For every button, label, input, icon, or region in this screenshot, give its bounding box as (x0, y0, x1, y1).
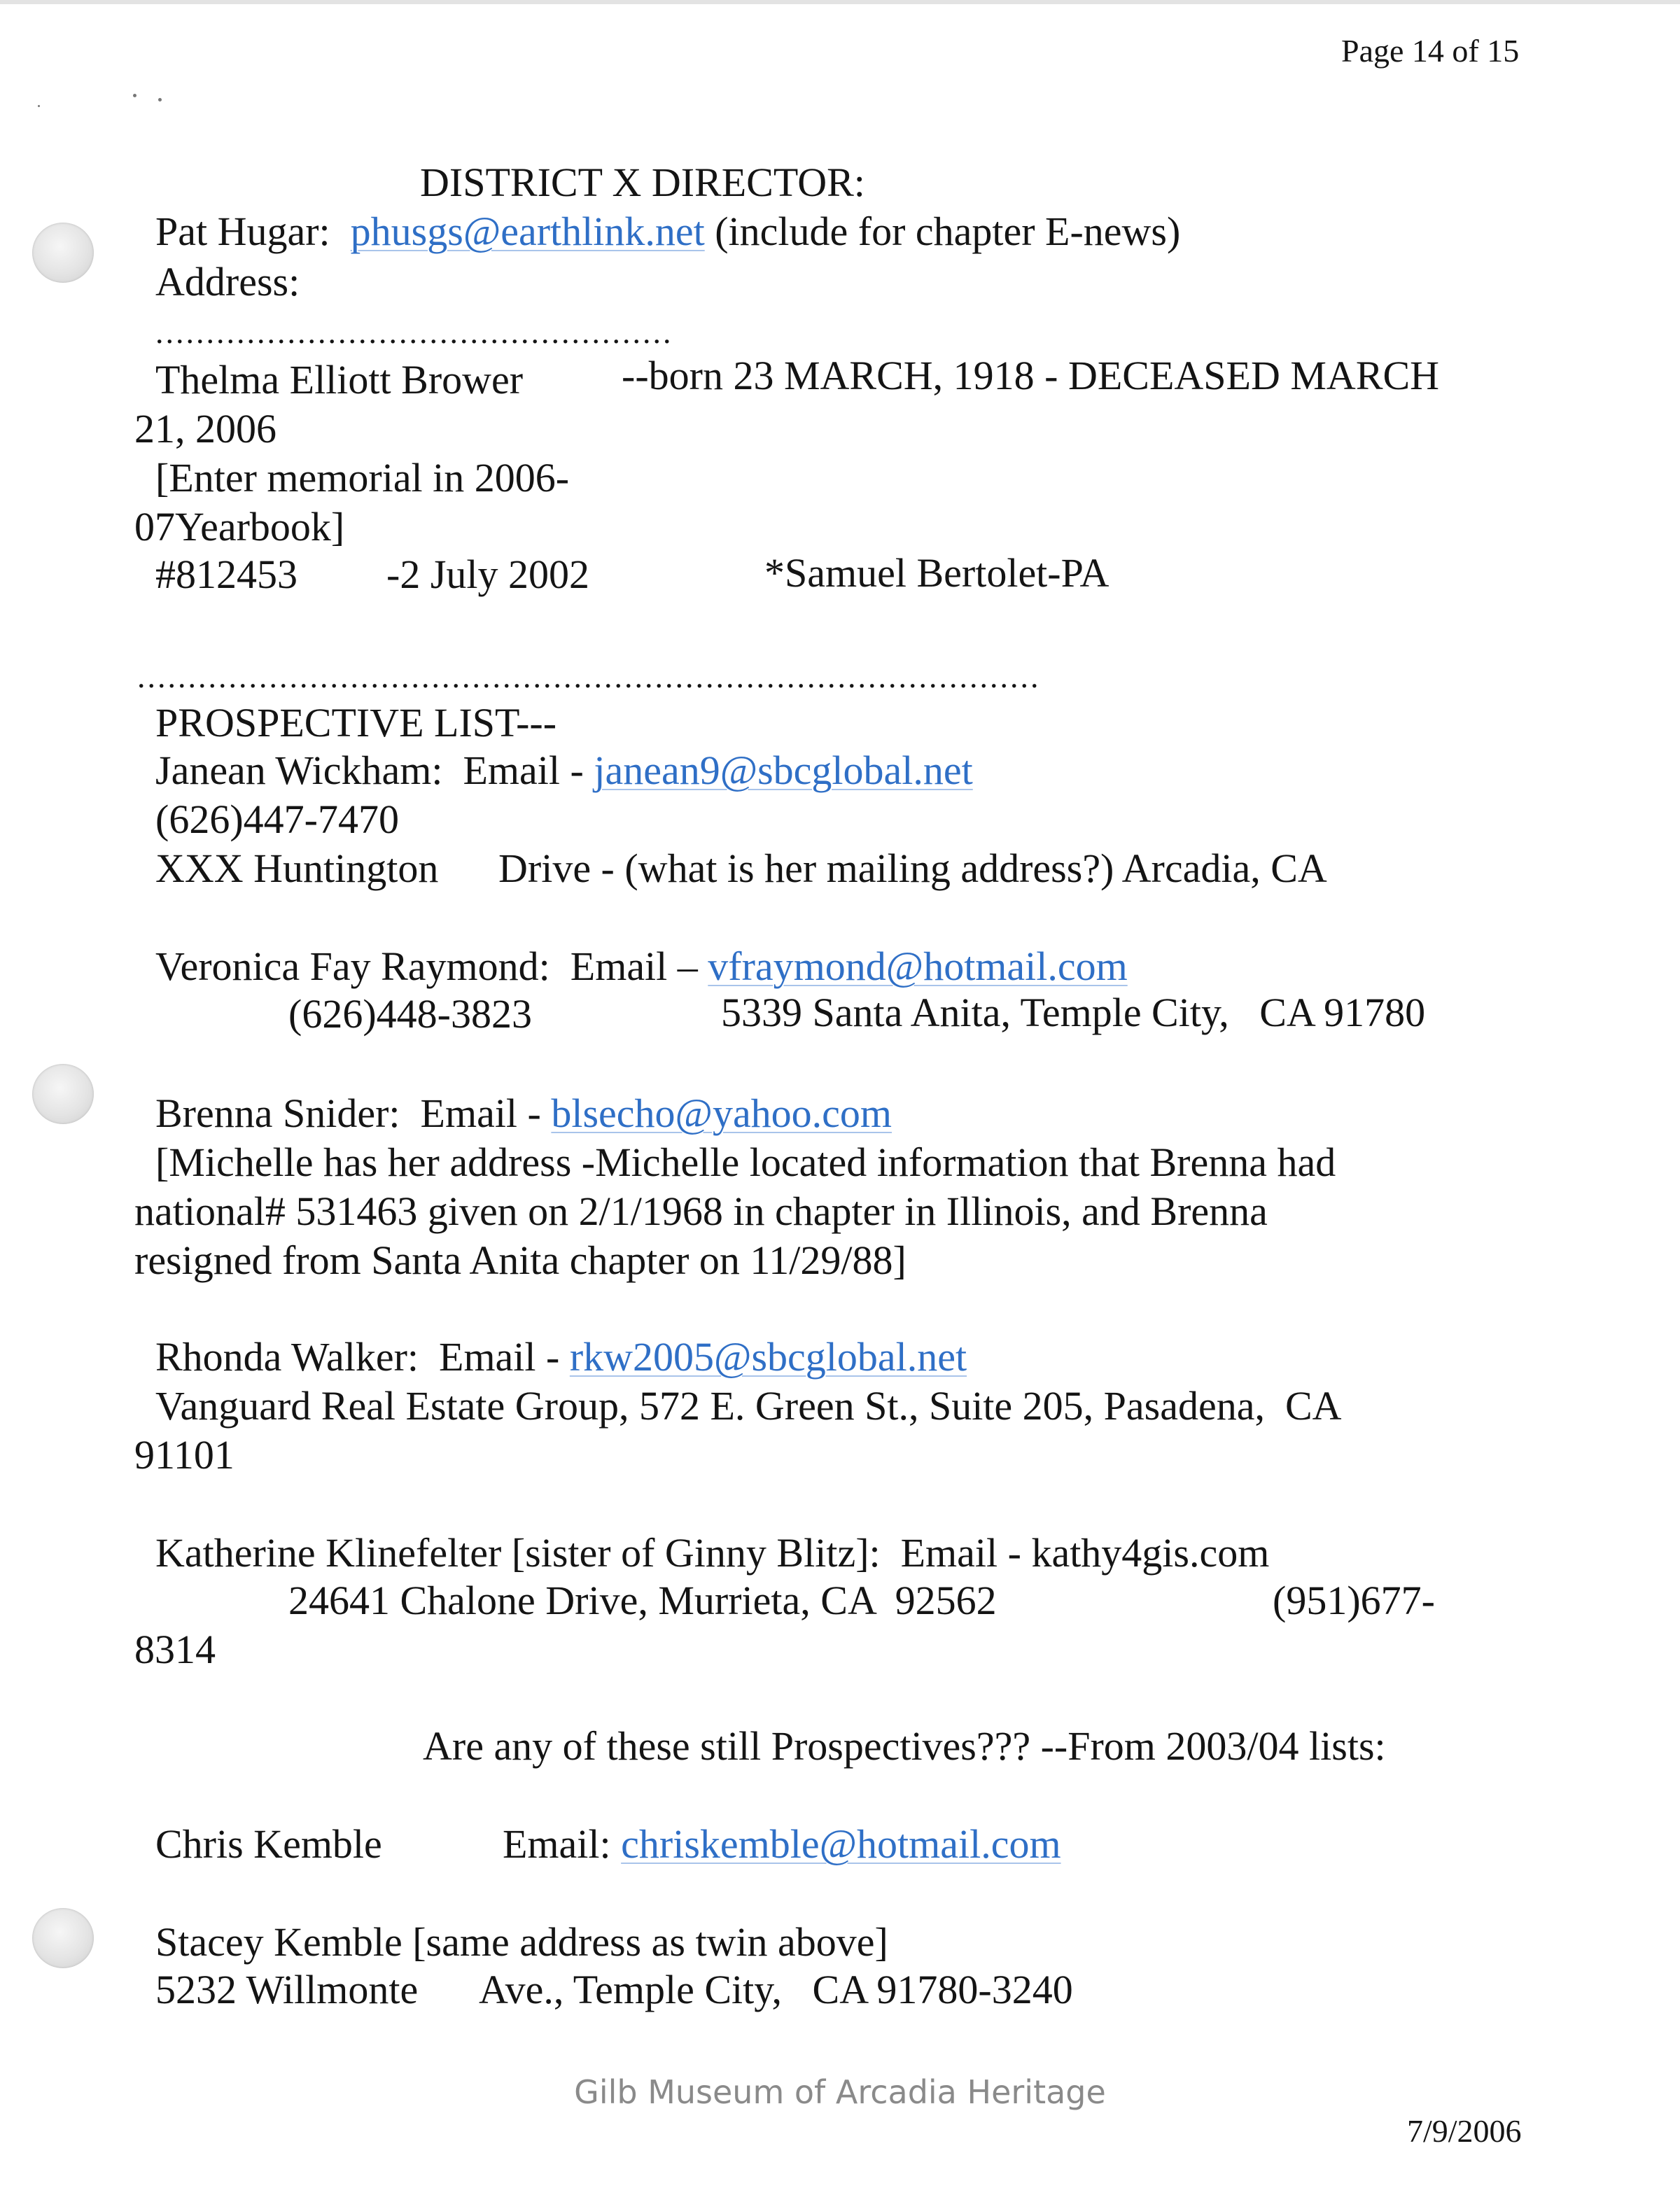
punch-hole-middle (32, 1064, 94, 1124)
stacey-address: 5232 Willmonte (155, 1967, 419, 2012)
scan-edge (0, 0, 1680, 4)
walker-label: Rhonda Walker: Email - (155, 1334, 570, 1380)
wickham-email-link[interactable]: janean9@sbcglobal.net (594, 748, 973, 793)
punch-hole-bottom (32, 1908, 94, 1968)
scan-speck (38, 105, 40, 107)
scan-speck (133, 94, 136, 97)
director-note: (include for chapter E-news) (715, 209, 1181, 254)
scan-speck (158, 98, 162, 101)
brower-ancestor: *Samuel Bertolet-PA (764, 550, 1110, 596)
director-address-label: Address: (155, 259, 300, 304)
wickham-phone: (626)447-7470 (155, 797, 399, 842)
raymond-line (155, 942, 1128, 991)
director-email-link[interactable]: phusgs@earthlink.net (350, 209, 705, 254)
snider-email-link[interactable]: blsecho@yahoo.com (551, 1091, 892, 1136)
district-heading: DISTRICT X DIRECTOR: (420, 160, 865, 205)
walker-email-link[interactable]: rkw2005@sbcglobal.net (569, 1334, 967, 1380)
brower-name: Thelma Elliott Brower (155, 357, 524, 402)
snider-line (155, 1089, 892, 1138)
raymond-label: Veronica Fay Raymond: Email – (155, 944, 708, 989)
wickham-address-cont: Drive - (what is her mailing address?) Arcadia, CA (498, 846, 1327, 891)
brower-number: #812453 (155, 552, 298, 597)
snider-note: [Michelle has her address -Michelle located information that Brenna had (155, 1139, 1336, 1185)
prospectives-question: Are any of these still Prospectives??? --From 2003/04 lists: (423, 1723, 1386, 1769)
snider-label: Brenna Snider: Email - (155, 1091, 552, 1136)
walker-line (155, 1333, 967, 1382)
snider-note-cont: national# 531463 given on 2/1/1968 in chapter in Illinois, and Brenna (134, 1188, 1268, 1234)
raymond-address: 5339 Santa Anita, Temple City, CA 91780 (721, 990, 1426, 1035)
klinefelter-phone: (951)677- (1273, 1578, 1435, 1623)
director-line (155, 207, 1180, 256)
brower-memorial: [Enter memorial in 2006- (155, 455, 570, 500)
klinefelter-line: Katherine Klinefelter [sister of Ginny Blitz]: Email - kathy4gis.com (155, 1530, 1270, 1576)
snider-note-end: resigned from Santa Anita chapter on 11/29/88] (134, 1237, 906, 1283)
page-number: Page 14 of 15 (1341, 33, 1520, 69)
stacey-address-cont: Ave., Temple City, CA 91780-3240 (479, 1967, 1073, 2012)
stacey-line: Stacey Kemble [same address as twin above] (155, 1919, 888, 1965)
raymond-phone: (626)448-3823 (288, 991, 532, 1037)
walker-address-cont: 91101 (134, 1432, 234, 1478)
chris-email-line (503, 1820, 1061, 1869)
separator-dots-short: ................................................... (155, 314, 673, 350)
wickham-address: XXX Huntington (155, 846, 439, 891)
chris-email-link[interactable]: chriskemble@hotmail.com (621, 1821, 1061, 1867)
footer-watermark: Gilb Museum of Arcadia Heritage (574, 2073, 1106, 2111)
prospective-heading: PROSPECTIVE LIST--- (155, 700, 557, 745)
chris-name: Chris Kemble (155, 1821, 382, 1867)
wickham-line (155, 746, 973, 795)
brower-dates-cont: 21, 2006 (134, 406, 276, 451)
klinefelter-phone-cont: 8314 (134, 1627, 216, 1672)
raymond-email-link[interactable]: vfraymond@hotmail.com (708, 944, 1128, 989)
chris-email-label: Email: (503, 1821, 622, 1867)
brower-date: -2 July 2002 (386, 552, 589, 597)
klinefelter-address: 24641 Chalone Drive, Murrieta, CA 92562 (288, 1578, 997, 1623)
director-name: Pat Hugar: (155, 209, 330, 254)
brower-dates: --born 23 MARCH, 1918 - DECEASED MARCH (622, 353, 1440, 398)
walker-address: Vanguard Real Estate Group, 572 E. Green St., Suite 205, Pasadena, CA (155, 1383, 1342, 1429)
brower-memorial-cont: 07Yearbook] (134, 504, 345, 549)
wickham-label: Janean Wickham: Email - (155, 748, 594, 793)
document-date: 7/9/2006 (1407, 2113, 1522, 2149)
separator-dots-long: ......................................................................................... (137, 659, 1041, 694)
punch-hole-top (32, 223, 94, 283)
